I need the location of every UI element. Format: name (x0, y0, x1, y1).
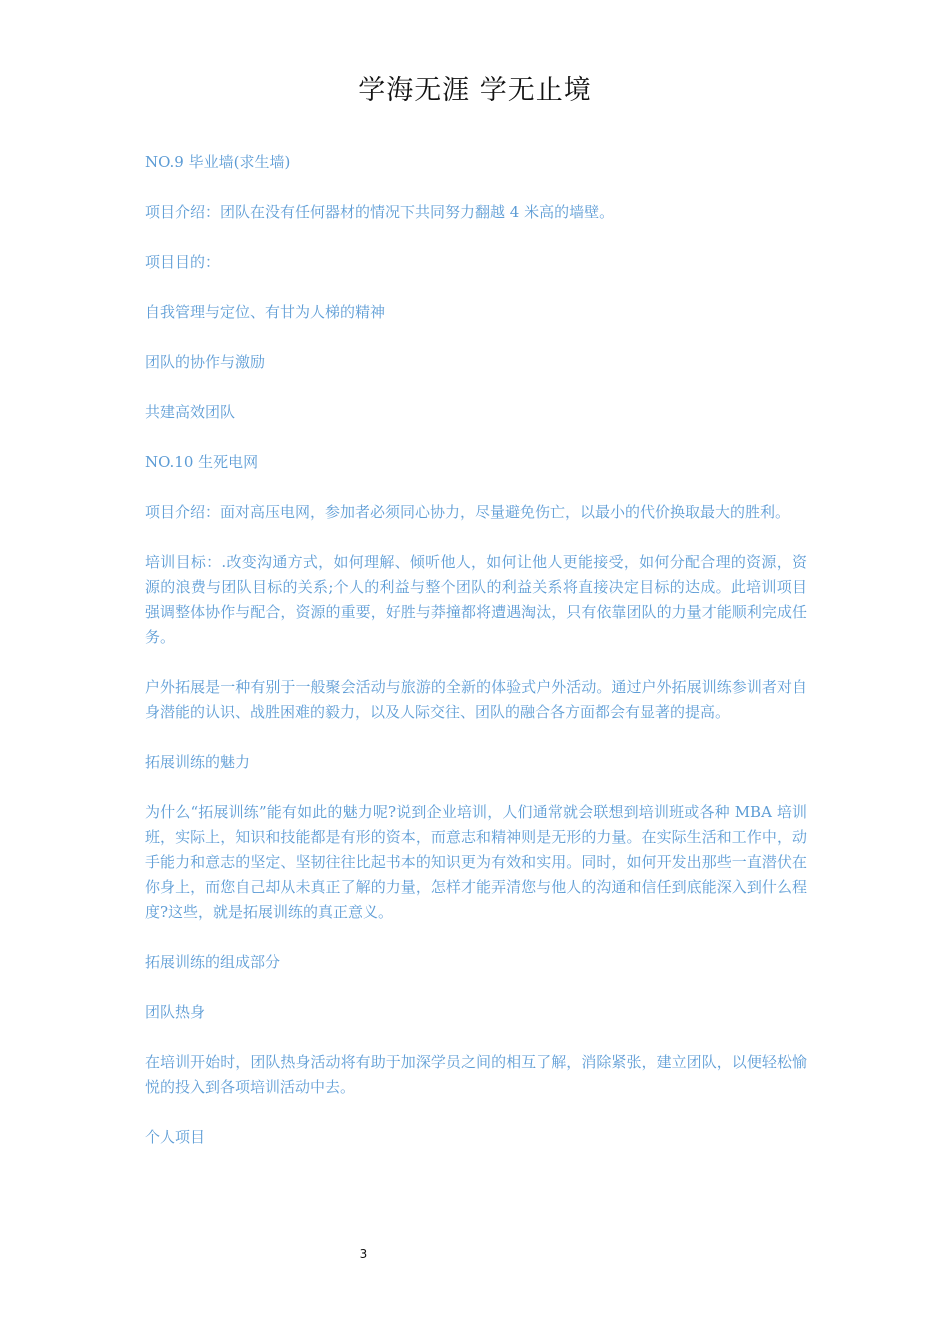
paragraph-no10-intro: 项目介绍：面对高压电网，参加者必须同心协力，尽量避免伤亡，以最小的代价换取最大的胜利。 (145, 503, 791, 521)
paragraph-warmup: 在培训开始时，团队热身活动将有助于加深学员之间的相互了解，消除紧张，建立团队，以便轻松愉悦的投入到各项培训活动中去。 (145, 1053, 807, 1096)
paragraph-charm: 为什么“拓展训练”能有如此的魅力呢?说到企业培训，人们通常就会联想到培训班或各种 MBA 培训班，实际上，知识和技能都是有形的资本，而意志和精神则是无形的力量。在实际生活和工作中，动手能力和意志的坚定、坚韧往往比起书本的知识更为有效和实用。同时，如何开发出那些一直潜伏在你身上，而您自己却从未真正了解的力量，怎样才能弄清您与他人的沟通和信任到底能深入到什么程度?这些，就是拓展训练的真正意义。 (145, 803, 807, 921)
paragraph-no9-intro: 项目介绍：团队在没有任何器材的情况下共同努力翻越 4 米高的墙壁。 (145, 203, 615, 221)
heading-charm: 拓展训练的魅力 (145, 753, 251, 771)
list-item-purpose-3: 共建高效团队 (145, 403, 236, 421)
paragraph-no10-goal: 培训目标：.改变沟通方式，如何理解、倾听他人，如何让他人更能接受，如何分配合理的资源，资源的浪费与团队目标的关系;个人的利益与整个团队的利益关系将直接决定目标的达成。此培训项目强调整体协作与配合，资源的重要，好胜与莽撞都将遭遇淘汰，只有依靠团队的力量才能顺利完成任务。 (145, 553, 807, 646)
list-item-purpose-1: 自我管理与定位、有甘为人梯的精神 (145, 303, 386, 321)
paragraph-outdoor-expansion: 户外拓展是一种有别于一般聚会活动与旅游的全新的体验式户外活动。通过户外拓展训练参训者对自身潜能的认识、战胜困难的毅力，以及人际交往、团队的融合各方面都会有显著的提高。 (145, 678, 807, 721)
document-body (145, 150, 807, 1175)
page-number: 3 (359, 1247, 368, 1261)
page-header-title: 学海无涯 学无止境 (358, 75, 592, 106)
list-item-purpose-2: 团队的协作与激励 (145, 353, 266, 371)
heading-individual: 个人项目 (145, 1128, 206, 1146)
heading-warmup: 团队热身 (145, 1003, 206, 1021)
heading-no10: NO.10 生死电网 (145, 453, 259, 471)
paragraph-no9-purpose-label: 项目目的： (145, 253, 221, 271)
heading-no9: NO.9 毕业墙(求生墙) (145, 153, 291, 171)
heading-components: 拓展训练的组成部分 (145, 953, 281, 971)
